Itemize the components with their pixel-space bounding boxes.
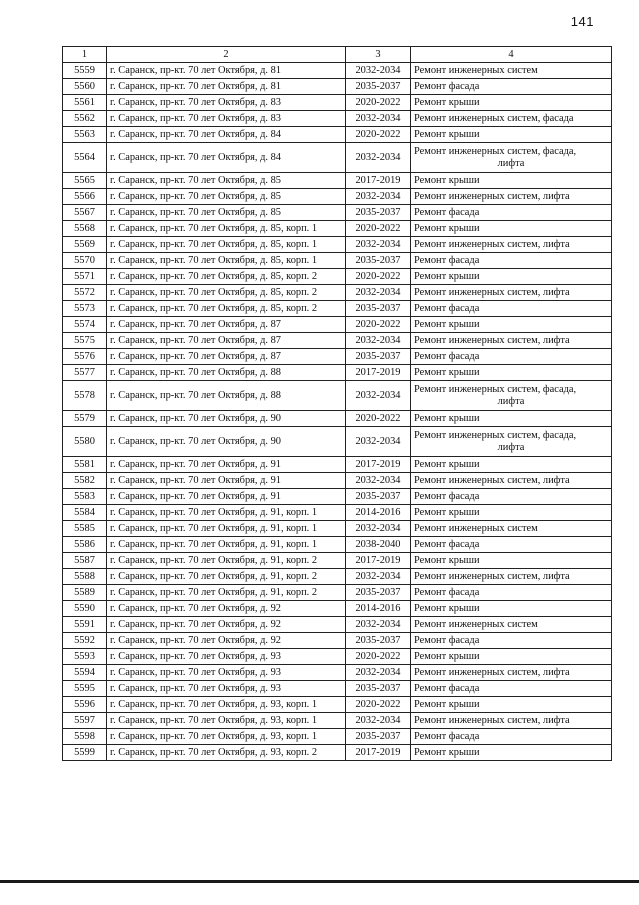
row-period-cell: 2017-2019 xyxy=(346,457,411,473)
row-work-cell: Ремонт крыши xyxy=(411,127,612,143)
table-row xyxy=(63,173,612,189)
row-period-cell: 2035-2037 xyxy=(346,253,411,269)
table-header xyxy=(63,47,612,63)
page-bottom-rule xyxy=(0,880,639,883)
row-number-cell: 5595 xyxy=(63,681,107,697)
table-row xyxy=(63,505,612,521)
row-work-cell: Ремонт крыши xyxy=(411,601,612,617)
row-address-cell: г. Саранск, пр-кт. 70 лет Октября, д. 87 xyxy=(107,333,346,349)
row-work-cell xyxy=(411,381,612,411)
row-period-cell: 2032-2034 xyxy=(346,63,411,79)
row-address-cell: г. Саранск, пр-кт. 70 лет Октября, д. 91 xyxy=(107,489,346,505)
table-row xyxy=(63,253,612,269)
table-row xyxy=(63,333,612,349)
column-header-address: 2 xyxy=(107,47,346,63)
repair-schedule-table xyxy=(62,46,612,761)
table-row xyxy=(63,237,612,253)
row-period-cell: 2032-2034 xyxy=(346,381,411,411)
row-period-cell: 2035-2037 xyxy=(346,349,411,365)
table-row xyxy=(63,365,612,381)
row-period-cell: 2035-2037 xyxy=(346,585,411,601)
row-work-cell: Ремонт фасада xyxy=(411,585,612,601)
row-period-cell: 2020-2022 xyxy=(346,221,411,237)
row-work-cell: Ремонт крыши xyxy=(411,365,612,381)
row-address-cell: г. Саранск, пр-кт. 70 лет Октября, д. 85, корп. 2 xyxy=(107,269,346,285)
row-number-cell: 5572 xyxy=(63,285,107,301)
table-row xyxy=(63,665,612,681)
row-work-cell: Ремонт фасада xyxy=(411,537,612,553)
row-work-cell: Ремонт инженерных систем xyxy=(411,63,612,79)
row-address-cell: г. Саранск, пр-кт. 70 лет Октября, д. 93 xyxy=(107,649,346,665)
row-number-cell: 5584 xyxy=(63,505,107,521)
row-address-cell: г. Саранск, пр-кт. 70 лет Октября, д. 91, корп. 2 xyxy=(107,553,346,569)
row-work-line2: лифта xyxy=(497,442,525,453)
row-number-cell: 5583 xyxy=(63,489,107,505)
row-number-cell: 5560 xyxy=(63,79,107,95)
row-work-cell: Ремонт крыши xyxy=(411,457,612,473)
row-address-cell: г. Саранск, пр-кт. 70 лет Октября, д. 85 xyxy=(107,189,346,205)
row-period-cell: 2032-2034 xyxy=(346,617,411,633)
table-row xyxy=(63,633,612,649)
row-number-cell: 5588 xyxy=(63,569,107,585)
row-number-cell: 5594 xyxy=(63,665,107,681)
row-work-line2: лифта xyxy=(497,158,525,169)
row-period-cell: 2032-2034 xyxy=(346,143,411,173)
row-period-cell: 2032-2034 xyxy=(346,285,411,301)
row-number-cell: 5596 xyxy=(63,697,107,713)
row-period-cell: 2020-2022 xyxy=(346,411,411,427)
table-row xyxy=(63,205,612,221)
row-number-cell: 5559 xyxy=(63,63,107,79)
row-address-cell: г. Саранск, пр-кт. 70 лет Октября, д. 88 xyxy=(107,365,346,381)
row-address-cell: г. Саранск, пр-кт. 70 лет Октября, д. 91 xyxy=(107,473,346,489)
row-work-cell: Ремонт инженерных систем xyxy=(411,617,612,633)
row-number-cell: 5580 xyxy=(63,427,107,457)
row-address-cell: г. Саранск, пр-кт. 70 лет Октября, д. 92 xyxy=(107,601,346,617)
page-number: 141 xyxy=(570,14,594,29)
row-work-line1: Ремонт инженерных систем, фасада, xyxy=(414,430,577,441)
row-period-cell: 2014-2016 xyxy=(346,505,411,521)
row-address-cell: г. Саранск, пр-кт. 70 лет Октября, д. 85, корп. 1 xyxy=(107,237,346,253)
row-work-cell: Ремонт инженерных систем, лифта xyxy=(411,285,612,301)
row-period-cell: 2017-2019 xyxy=(346,745,411,761)
row-address-cell: г. Саранск, пр-кт. 70 лет Октября, д. 85 xyxy=(107,205,346,221)
row-number-cell: 5590 xyxy=(63,601,107,617)
row-number-cell: 5597 xyxy=(63,713,107,729)
row-address-cell: г. Саранск, пр-кт. 70 лет Октября, д. 93, корп. 2 xyxy=(107,745,346,761)
row-period-cell: 2032-2034 xyxy=(346,473,411,489)
row-period-cell: 2035-2037 xyxy=(346,205,411,221)
row-period-cell: 2032-2034 xyxy=(346,427,411,457)
row-address-cell: г. Саранск, пр-кт. 70 лет Октября, д. 88 xyxy=(107,381,346,411)
table-row xyxy=(63,521,612,537)
row-work-cell: Ремонт фасада xyxy=(411,349,612,365)
row-number-cell: 5565 xyxy=(63,173,107,189)
row-period-cell: 2014-2016 xyxy=(346,601,411,617)
row-work-cell: Ремонт крыши xyxy=(411,411,612,427)
column-header-work: 4 xyxy=(411,47,612,63)
row-number-cell: 5570 xyxy=(63,253,107,269)
table-row xyxy=(63,221,612,237)
row-period-cell: 2020-2022 xyxy=(346,127,411,143)
row-number-cell: 5569 xyxy=(63,237,107,253)
row-address-cell: г. Саранск, пр-кт. 70 лет Октября, д. 81 xyxy=(107,79,346,95)
row-period-cell: 2032-2034 xyxy=(346,237,411,253)
row-number-cell: 5576 xyxy=(63,349,107,365)
row-address-cell: г. Саранск, пр-кт. 70 лет Октября, д. 87 xyxy=(107,317,346,333)
row-number-cell: 5562 xyxy=(63,111,107,127)
row-address-cell: г. Саранск, пр-кт. 70 лет Октября, д. 91, корп. 1 xyxy=(107,505,346,521)
row-number-cell: 5575 xyxy=(63,333,107,349)
column-header-period: 3 xyxy=(346,47,411,63)
table-row xyxy=(63,127,612,143)
row-number-cell: 5592 xyxy=(63,633,107,649)
row-work-cell: Ремонт крыши xyxy=(411,697,612,713)
table-row xyxy=(63,585,612,601)
row-address-cell: г. Саранск, пр-кт. 70 лет Октября, д. 84 xyxy=(107,127,346,143)
row-work-cell: Ремонт крыши xyxy=(411,745,612,761)
row-address-cell: г. Саранск, пр-кт. 70 лет Октября, д. 85, корп. 2 xyxy=(107,285,346,301)
row-number-cell: 5586 xyxy=(63,537,107,553)
row-number-cell: 5567 xyxy=(63,205,107,221)
row-number-cell: 5564 xyxy=(63,143,107,173)
table-row xyxy=(63,427,612,457)
table-row xyxy=(63,537,612,553)
row-number-cell: 5577 xyxy=(63,365,107,381)
table-row xyxy=(63,349,612,365)
row-period-cell: 2035-2037 xyxy=(346,681,411,697)
table-body xyxy=(63,63,612,761)
row-address-cell: г. Саранск, пр-кт. 70 лет Октября, д. 85, корп. 1 xyxy=(107,221,346,237)
row-period-cell: 2032-2034 xyxy=(346,569,411,585)
row-number-cell: 5585 xyxy=(63,521,107,537)
table-row xyxy=(63,745,612,761)
row-address-cell: г. Саранск, пр-кт. 70 лет Октября, д. 91 xyxy=(107,457,346,473)
row-period-cell: 2032-2034 xyxy=(346,189,411,205)
table-row xyxy=(63,569,612,585)
row-number-cell: 5579 xyxy=(63,411,107,427)
row-period-cell: 2035-2037 xyxy=(346,79,411,95)
row-number-cell: 5566 xyxy=(63,189,107,205)
row-work-cell: Ремонт инженерных систем, лифта xyxy=(411,569,612,585)
row-work-cell: Ремонт инженерных систем, лифта xyxy=(411,237,612,253)
row-period-cell: 2020-2022 xyxy=(346,649,411,665)
table-row xyxy=(63,489,612,505)
row-period-cell: 2032-2034 xyxy=(346,333,411,349)
table-row xyxy=(63,301,612,317)
table-row xyxy=(63,553,612,569)
row-address-cell: г. Саранск, пр-кт. 70 лет Октября, д. 85, корп. 1 xyxy=(107,253,346,269)
row-number-cell: 5563 xyxy=(63,127,107,143)
table-row xyxy=(63,269,612,285)
row-work-line2: лифта xyxy=(497,396,525,407)
row-number-cell: 5581 xyxy=(63,457,107,473)
row-work-cell: Ремонт крыши xyxy=(411,505,612,521)
row-work-cell: Ремонт инженерных систем, лифта xyxy=(411,189,612,205)
row-address-cell: г. Саранск, пр-кт. 70 лет Октября, д. 84 xyxy=(107,143,346,173)
row-number-cell: 5593 xyxy=(63,649,107,665)
row-period-cell: 2017-2019 xyxy=(346,553,411,569)
header-row xyxy=(63,47,612,63)
row-address-cell: г. Саранск, пр-кт. 70 лет Октября, д. 90 xyxy=(107,411,346,427)
row-number-cell: 5578 xyxy=(63,381,107,411)
table-row xyxy=(63,681,612,697)
row-address-cell: г. Саранск, пр-кт. 70 лет Октября, д. 93 xyxy=(107,681,346,697)
table-row xyxy=(63,473,612,489)
row-work-cell: Ремонт инженерных систем, лифта xyxy=(411,665,612,681)
row-number-cell: 5598 xyxy=(63,729,107,745)
table-row xyxy=(63,189,612,205)
row-work-cell: Ремонт инженерных систем, лифта xyxy=(411,333,612,349)
table-row xyxy=(63,457,612,473)
row-number-cell: 5571 xyxy=(63,269,107,285)
row-work-cell xyxy=(411,143,612,173)
row-work-cell: Ремонт крыши xyxy=(411,221,612,237)
table-row xyxy=(63,601,612,617)
row-period-cell: 2032-2034 xyxy=(346,713,411,729)
row-work-cell: Ремонт фасада xyxy=(411,633,612,649)
row-work-cell: Ремонт инженерных систем, лифта xyxy=(411,713,612,729)
row-address-cell: г. Саранск, пр-кт. 70 лет Октября, д. 92 xyxy=(107,633,346,649)
row-work-cell xyxy=(411,427,612,457)
row-address-cell: г. Саранск, пр-кт. 70 лет Октября, д. 81 xyxy=(107,63,346,79)
row-period-cell: 2035-2037 xyxy=(346,729,411,745)
row-address-cell: г. Саранск, пр-кт. 70 лет Октября, д. 83 xyxy=(107,95,346,111)
column-header-number: 1 xyxy=(63,47,107,63)
row-number-cell: 5561 xyxy=(63,95,107,111)
table-row xyxy=(63,649,612,665)
row-period-cell: 2032-2034 xyxy=(346,111,411,127)
row-number-cell: 5582 xyxy=(63,473,107,489)
row-work-cell: Ремонт фасада xyxy=(411,253,612,269)
row-number-cell: 5591 xyxy=(63,617,107,633)
row-address-cell: г. Саранск, пр-кт. 70 лет Октября, д. 91, корп. 2 xyxy=(107,585,346,601)
row-work-cell: Ремонт инженерных систем, фасада xyxy=(411,111,612,127)
table-row xyxy=(63,79,612,95)
row-address-cell: г. Саранск, пр-кт. 70 лет Октября, д. 93, корп. 1 xyxy=(107,729,346,745)
row-address-cell: г. Саранск, пр-кт. 70 лет Октября, д. 85 xyxy=(107,173,346,189)
row-address-cell: г. Саранск, пр-кт. 70 лет Октября, д. 85, корп. 2 xyxy=(107,301,346,317)
row-work-cell: Ремонт крыши xyxy=(411,553,612,569)
row-work-cell: Ремонт фасада xyxy=(411,79,612,95)
row-address-cell: г. Саранск, пр-кт. 70 лет Октября, д. 91, корп. 1 xyxy=(107,537,346,553)
row-address-cell: г. Саранск, пр-кт. 70 лет Октября, д. 93 xyxy=(107,665,346,681)
row-address-cell: г. Саранск, пр-кт. 70 лет Октября, д. 83 xyxy=(107,111,346,127)
row-address-cell: г. Саранск, пр-кт. 70 лет Октября, д. 91, корп. 2 xyxy=(107,569,346,585)
row-number-cell: 5587 xyxy=(63,553,107,569)
row-period-cell: 2020-2022 xyxy=(346,317,411,333)
row-number-cell: 5599 xyxy=(63,745,107,761)
table-row xyxy=(63,285,612,301)
row-number-cell: 5589 xyxy=(63,585,107,601)
row-period-cell: 2017-2019 xyxy=(346,365,411,381)
row-number-cell: 5573 xyxy=(63,301,107,317)
table-row xyxy=(63,617,612,633)
row-period-cell: 2032-2034 xyxy=(346,665,411,681)
row-work-cell: Ремонт фасада xyxy=(411,681,612,697)
row-address-cell: г. Саранск, пр-кт. 70 лет Октября, д. 93, корп. 1 xyxy=(107,713,346,729)
row-address-cell: г. Саранск, пр-кт. 70 лет Октября, д. 90 xyxy=(107,427,346,457)
row-period-cell: 2032-2034 xyxy=(346,521,411,537)
row-period-cell: 2020-2022 xyxy=(346,95,411,111)
row-period-cell: 2020-2022 xyxy=(346,269,411,285)
table-row xyxy=(63,713,612,729)
row-work-line1: Ремонт инженерных систем, фасада, xyxy=(414,146,577,157)
row-number-cell: 5574 xyxy=(63,317,107,333)
row-address-cell: г. Саранск, пр-кт. 70 лет Октября, д. 93, корп. 1 xyxy=(107,697,346,713)
row-number-cell: 5568 xyxy=(63,221,107,237)
row-period-cell: 2035-2037 xyxy=(346,489,411,505)
table-row xyxy=(63,63,612,79)
row-period-cell: 2020-2022 xyxy=(346,697,411,713)
row-address-cell: г. Саранск, пр-кт. 70 лет Октября, д. 92 xyxy=(107,617,346,633)
row-work-cell: Ремонт инженерных систем xyxy=(411,521,612,537)
row-work-cell: Ремонт крыши xyxy=(411,317,612,333)
row-work-cell: Ремонт крыши xyxy=(411,269,612,285)
row-work-cell: Ремонт инженерных систем, лифта xyxy=(411,473,612,489)
row-address-cell: г. Саранск, пр-кт. 70 лет Октября, д. 91, корп. 1 xyxy=(107,521,346,537)
row-work-cell: Ремонт фасада xyxy=(411,489,612,505)
table-row xyxy=(63,111,612,127)
table-row xyxy=(63,143,612,173)
table-row xyxy=(63,697,612,713)
row-period-cell: 2035-2037 xyxy=(346,633,411,649)
row-work-line1: Ремонт инженерных систем, фасада, xyxy=(414,384,577,395)
table-row xyxy=(63,381,612,411)
row-work-cell: Ремонт фасада xyxy=(411,301,612,317)
table-row xyxy=(63,95,612,111)
table-row xyxy=(63,411,612,427)
row-period-cell: 2035-2037 xyxy=(346,301,411,317)
row-period-cell: 2038-2040 xyxy=(346,537,411,553)
table-row xyxy=(63,317,612,333)
row-work-cell: Ремонт крыши xyxy=(411,95,612,111)
table-row xyxy=(63,729,612,745)
row-work-cell: Ремонт фасада xyxy=(411,205,612,221)
row-work-cell: Ремонт крыши xyxy=(411,173,612,189)
row-work-cell: Ремонт крыши xyxy=(411,649,612,665)
row-work-cell: Ремонт фасада xyxy=(411,729,612,745)
row-address-cell: г. Саранск, пр-кт. 70 лет Октября, д. 87 xyxy=(107,349,346,365)
row-period-cell: 2017-2019 xyxy=(346,173,411,189)
